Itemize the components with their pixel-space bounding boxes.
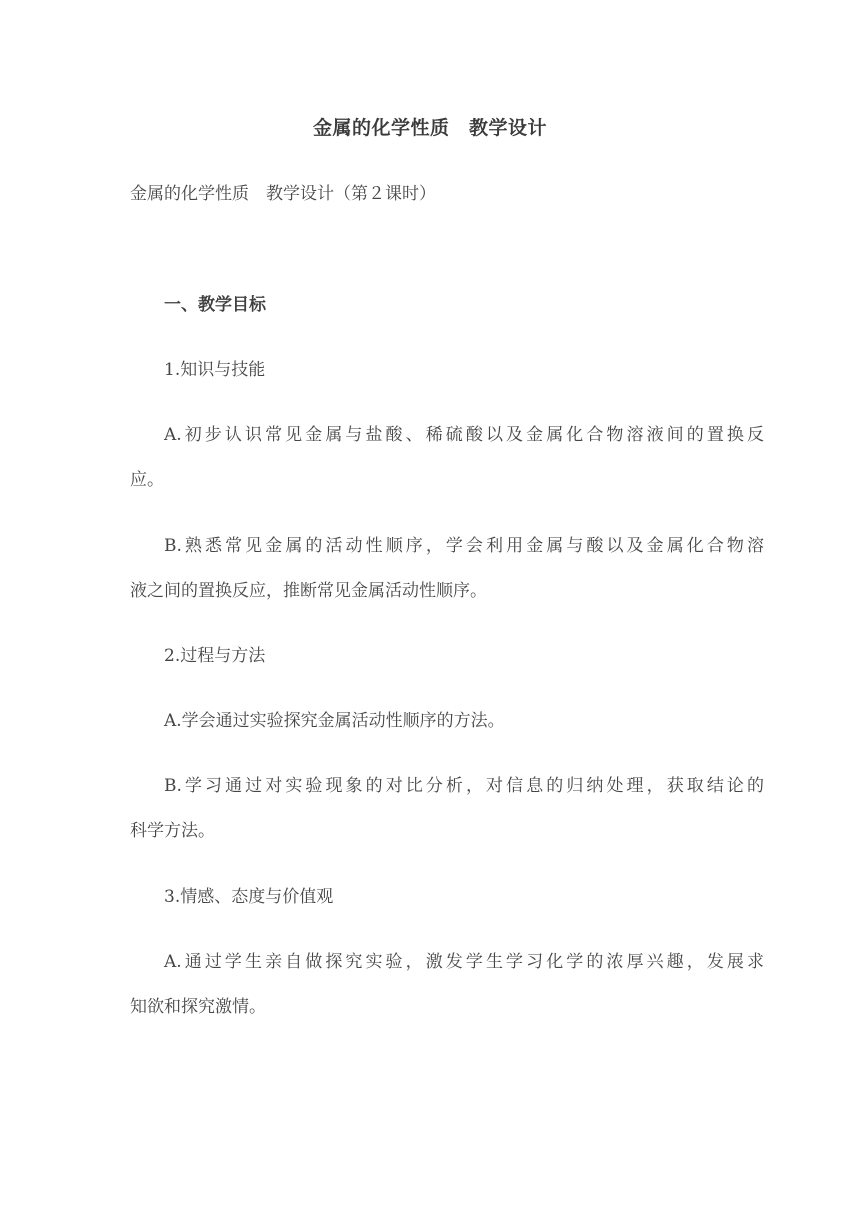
paragraph-line: A.学会通过实验探究金属活动性顺序的方法。: [164, 711, 505, 731]
paragraph-line: B.熟悉常见金属的活动性顺序，学会利用金属与酸以及金属化合物溶: [164, 536, 764, 556]
paragraph-line: 液之间的置换反应，推断常见金属活动性顺序。: [130, 581, 487, 601]
document-title: 金属的化学性质 教学设计: [312, 117, 547, 139]
paragraph-line: 知欲和探究激情。: [130, 997, 266, 1017]
subsection-heading-process-methods: 2.过程与方法: [164, 646, 266, 666]
paragraph-line: B.学习通过对实验现象的对比分析，对信息的归纳处理，获取结论的: [164, 776, 764, 796]
paragraph-line: A.初步认识常见金属与盐酸、稀硫酸以及金属化合物溶液间的置换反: [164, 425, 764, 445]
paragraph-line: A.通过学生亲自做探究实验，激发学生学习化学的浓厚兴趣，发展求: [164, 952, 764, 972]
document-subtitle: 金属的化学性质 教学设计（第２课时）: [130, 184, 436, 204]
subsection-heading-emotion-values: 3.情感、态度与价值观: [164, 887, 334, 907]
paragraph-line: 科学方法。: [130, 821, 215, 841]
paragraph-line: 应。: [130, 470, 164, 490]
section-heading-teaching-goals: 一、教学目标: [164, 295, 266, 315]
subsection-heading-knowledge-skills: 1.知识与技能: [164, 360, 266, 380]
